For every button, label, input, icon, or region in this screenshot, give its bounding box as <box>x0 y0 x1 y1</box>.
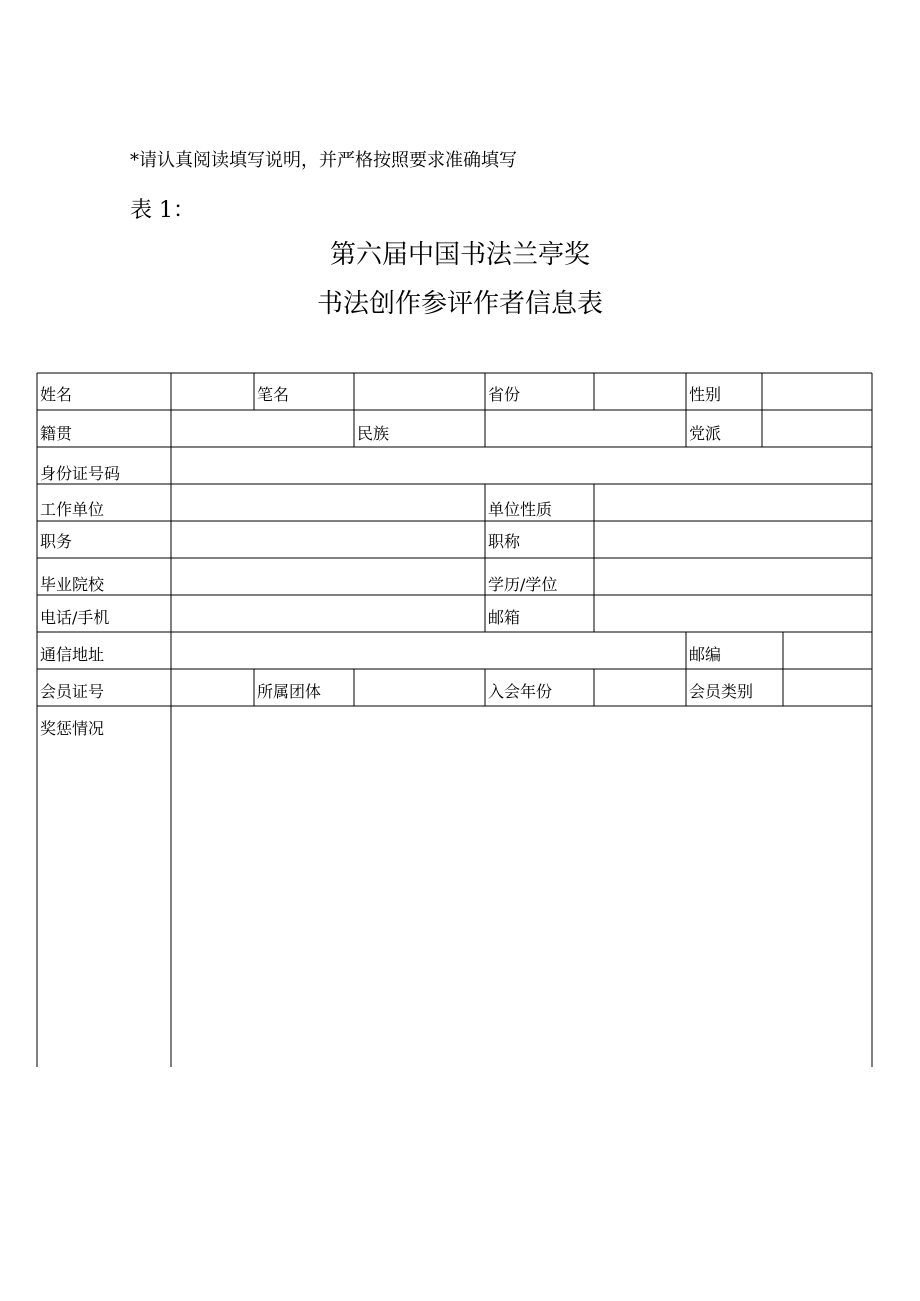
field-awards[interactable] <box>172 707 871 1066</box>
field-join-year[interactable] <box>595 670 685 705</box>
label-member-type: 会员类别 <box>689 682 754 701</box>
label-position: 职务 <box>40 532 73 551</box>
label-id-number: 身份证号码 <box>40 464 121 483</box>
label-join-year: 入会年份 <box>488 682 553 701</box>
label-email: 邮箱 <box>488 608 521 627</box>
label-title: 职称 <box>488 532 521 551</box>
label-address: 通信地址 <box>40 645 105 664</box>
field-native-place[interactable] <box>172 411 353 446</box>
label-unit-type: 单位性质 <box>488 500 553 519</box>
field-position[interactable] <box>172 522 484 557</box>
field-gender[interactable] <box>763 374 871 409</box>
field-work-unit[interactable] <box>172 485 484 520</box>
field-id-number[interactable] <box>172 448 871 483</box>
form-title-line-2: 书法创作参评作者信息表 <box>316 289 603 319</box>
field-ethnicity[interactable] <box>486 411 685 446</box>
table-label: 表 1： <box>130 198 195 223</box>
label-member-no: 会员证号 <box>40 682 105 701</box>
field-unit-type[interactable] <box>595 485 871 520</box>
label-awards: 奖惩情况 <box>40 719 105 738</box>
field-province[interactable] <box>595 374 685 409</box>
label-name: 姓名 <box>40 385 73 404</box>
label-gender: 性别 <box>689 385 722 404</box>
instruction-note: *请认真阅读填写说明，并严格按照要求准确填写 <box>130 150 517 171</box>
field-name[interactable] <box>172 374 253 409</box>
label-work-unit: 工作单位 <box>40 500 105 519</box>
field-pen-name[interactable] <box>355 374 484 409</box>
field-school[interactable] <box>172 559 484 594</box>
label-pen-name: 笔名 <box>257 385 290 404</box>
label-ethnicity: 民族 <box>357 424 390 443</box>
field-email[interactable] <box>595 596 871 631</box>
field-member-type[interactable] <box>784 670 871 705</box>
label-school: 毕业院校 <box>40 575 105 594</box>
label-postcode: 邮编 <box>689 645 722 664</box>
field-phone[interactable] <box>172 596 484 631</box>
label-organization: 所属团体 <box>257 682 322 701</box>
field-postcode[interactable] <box>784 633 871 668</box>
field-address[interactable] <box>172 633 685 668</box>
label-education: 学历/学位 <box>488 575 558 594</box>
field-party[interactable] <box>763 411 871 446</box>
field-member-no[interactable] <box>172 670 253 705</box>
field-title[interactable] <box>595 522 871 557</box>
label-province: 省份 <box>488 385 521 404</box>
form-title-line-1: 第六届中国书法兰亭奖 <box>329 240 590 270</box>
label-phone: 电话/手机 <box>40 608 110 627</box>
field-organization[interactable] <box>355 670 484 705</box>
field-education[interactable] <box>595 559 871 594</box>
label-native-place: 籍贯 <box>40 424 73 443</box>
label-party: 党派 <box>689 424 722 443</box>
